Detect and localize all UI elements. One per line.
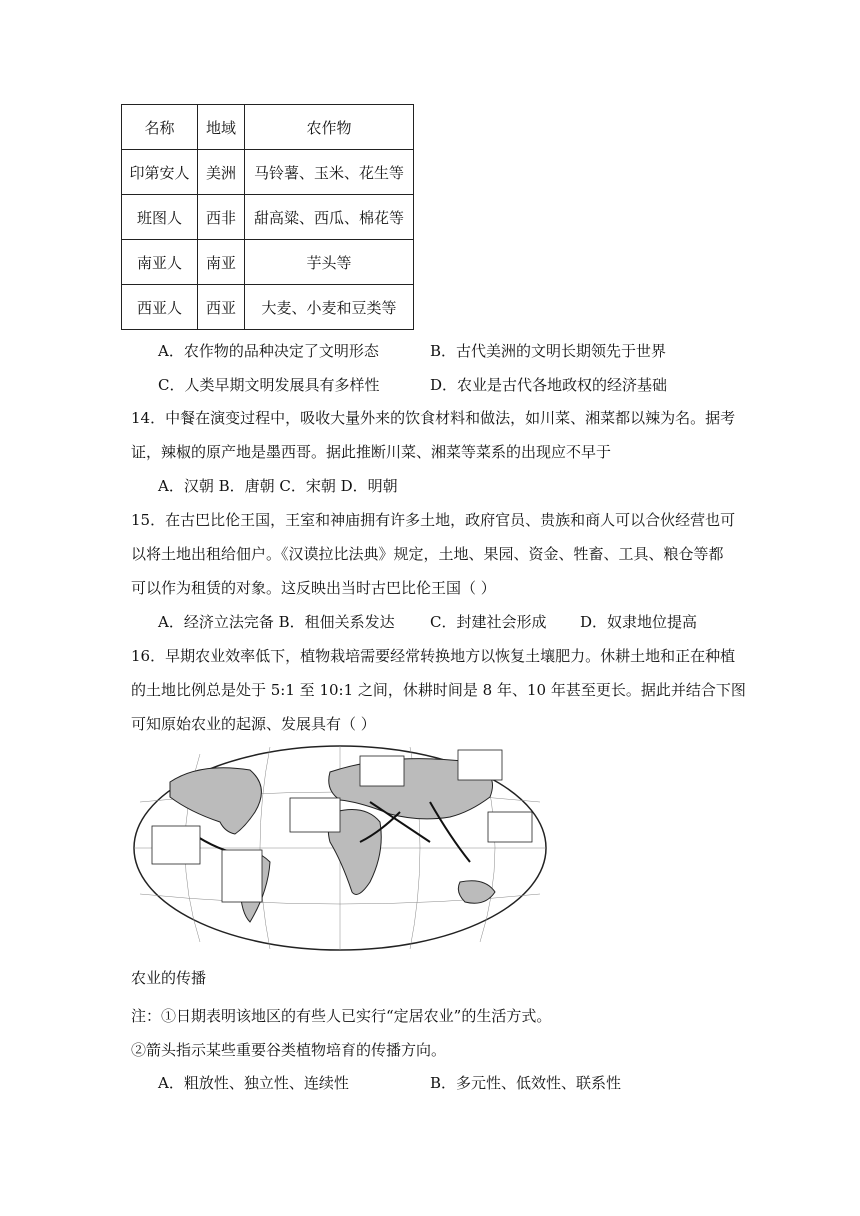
q15-options-ab: A．经济立法完备 B．租佃关系发达 [158,613,395,631]
q16-option-a: A．粗放性、独立性、连续性 [158,1074,349,1092]
q13-option-b: B．古代美洲的文明长期领先于世界 [430,342,667,360]
header-cell: 地域 [198,105,245,150]
q14-stem-line2: 证，辣椒的原产地是墨西哥。据此推断川菜、湘菜等菜系的出现应不早于 [131,443,612,461]
table-cell: 西非 [198,195,245,240]
table-cell: 南亚 [198,240,245,285]
q13-option-a: A．农作物的品种决定了文明形态 [158,342,379,360]
map-caption: 农业的传播 [131,969,207,987]
table-cell: 南亚人 [122,240,198,285]
table-header-row [122,105,414,150]
q15-stem-line1: 15．在古巴比伦王国，王室和神庙拥有许多土地，政府官员、贵族和商人可以合伙经营也可 [131,511,736,529]
q15-option-d: D．奴隶地位提高 [580,613,698,631]
table-cell: 美洲 [198,150,245,195]
map-note-1: 注：①日期表明该地区的有些人已实行“定居农业”的生活方式。 [131,1007,552,1025]
table-row [122,150,414,195]
q16-option-b: B．多元性、低效性、联系性 [430,1074,622,1092]
q15-stem-line3: 可以作为租赁的对象。这反映出当时古巴比伦王国（ ） [131,579,496,597]
header-cell: 名称 [122,105,198,150]
table-cell: 西亚人 [122,285,198,330]
q14-stem-line1: 14．中餐在演变过程中，吸收大量外来的饮食材料和做法，如川菜、湘菜都以辣为名。据考 [131,409,736,427]
table-cell: 班图人 [122,195,198,240]
table-row [122,240,414,285]
table-cell: 大麦、小麦和豆类等 [245,285,414,330]
table-row [122,285,414,330]
table-cell: 马铃薯、玉米、花生等 [245,150,414,195]
crops-table [121,104,414,330]
table-cell: 甜高粱、西瓜、棉花等 [245,195,414,240]
table-cell: 印第安人 [122,150,198,195]
agriculture-spread-map [130,742,550,954]
header-cell: 农作物 [245,105,414,150]
q15-stem-line2: 以将土地出租给佃户。《汉谟拉比法典》规定，土地、果园、资金、牲畜、工具、粮仓等都 [131,545,724,563]
q16-stem-line1: 16．早期农业效率低下，植物栽培需要经常转换地方以恢复土壤肥力。休耕土地和正在种植 [131,647,736,665]
q14-options: A．汉朝 B．唐朝 C．宋朝 D．明朝 [158,477,398,495]
q13-option-c: C．人类早期文明发展具有多样性 [158,376,380,394]
q16-stem-line2: 的土地比例总是处于 5:1 至 10:1 之间，休耕时间是 8 年、10 年甚至更长。据此并结合下图 [131,681,746,699]
q13-option-d: D．农业是古代各地政权的经济基础 [430,376,668,394]
table-cell: 芋头等 [245,240,414,285]
map-note-2: ②箭头指示某些重要谷类植物培育的传播方向。 [131,1041,447,1059]
q15-option-c: C．封建社会形成 [430,613,547,631]
table-row [122,195,414,240]
q16-stem-line3: 可知原始农业的起源、发展具有（ ） [131,715,376,733]
table-cell: 西亚 [198,285,245,330]
